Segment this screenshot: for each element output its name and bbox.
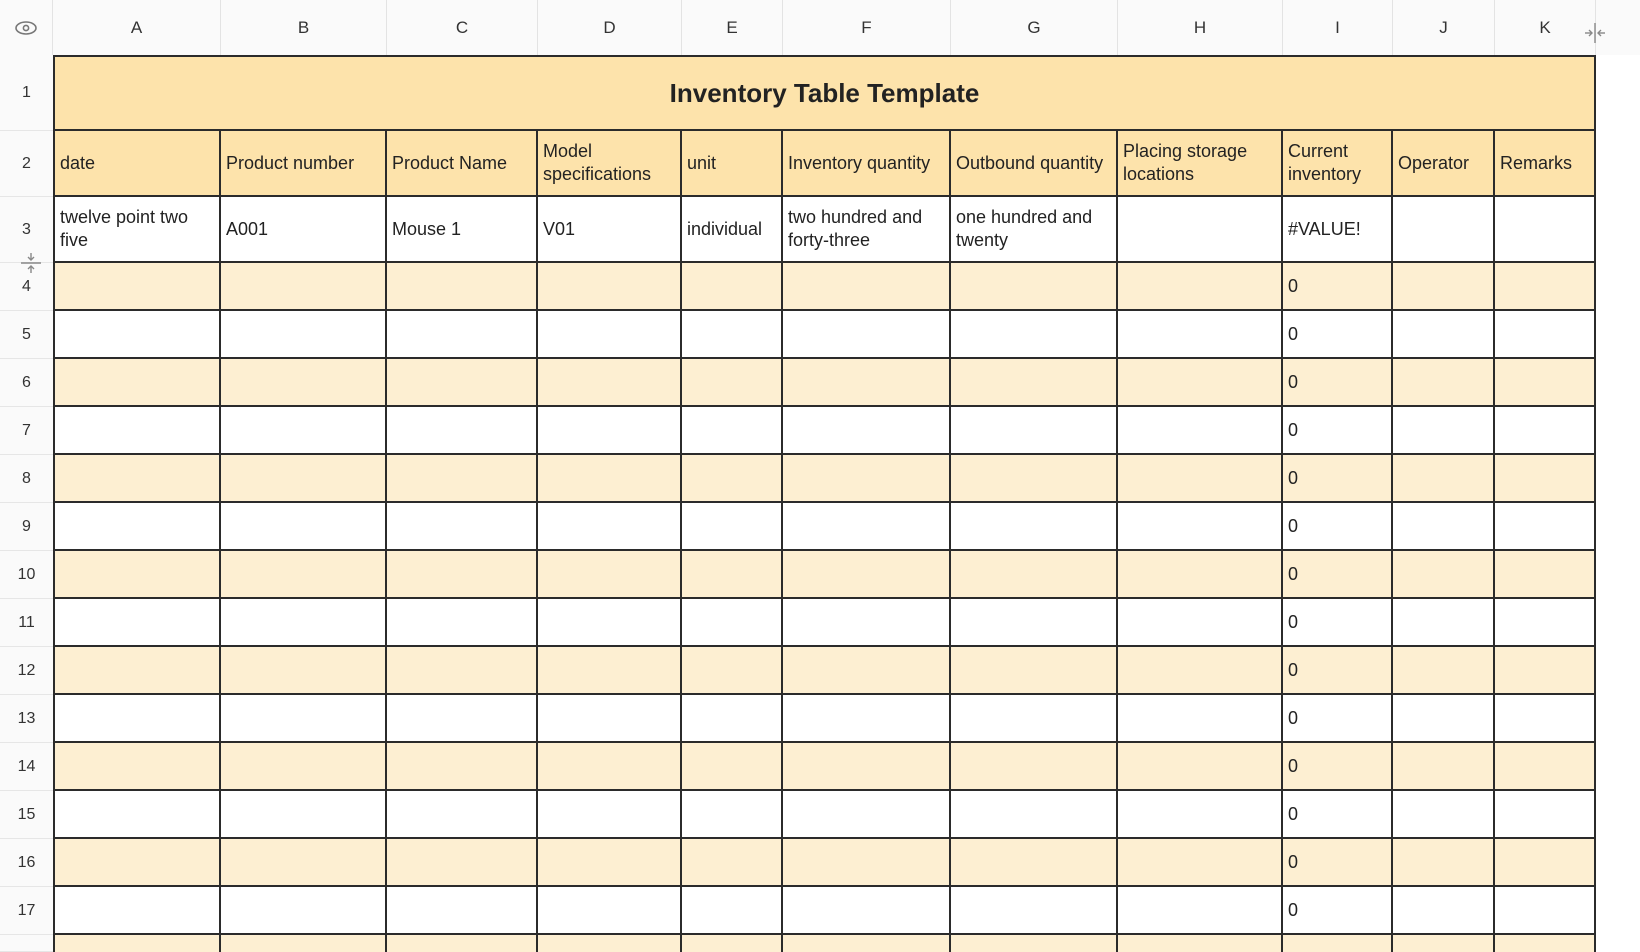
cell-c7[interactable] — [387, 407, 538, 455]
cell-j15[interactable] — [1393, 791, 1495, 839]
cell-k9[interactable] — [1495, 503, 1596, 551]
cell-f10[interactable] — [783, 551, 951, 599]
cell-h15[interactable] — [1118, 791, 1283, 839]
cell-k13[interactable] — [1495, 695, 1596, 743]
cell-k7[interactable] — [1495, 407, 1596, 455]
row-header-3[interactable]: 3 — [0, 197, 53, 263]
cell-partial-row[interactable] — [1118, 935, 1283, 952]
header-cell-j[interactable]: Operator — [1393, 131, 1495, 197]
cell-b14[interactable] — [221, 743, 387, 791]
cell-d17[interactable] — [538, 887, 682, 935]
cell-f8[interactable] — [783, 455, 951, 503]
cell-f4[interactable] — [783, 263, 951, 311]
cell-e11[interactable] — [682, 599, 783, 647]
cell-f6[interactable] — [783, 359, 951, 407]
cell-j17[interactable] — [1393, 887, 1495, 935]
header-cell-a[interactable]: date — [53, 131, 221, 197]
cell-f16[interactable] — [783, 839, 951, 887]
row-header-10[interactable]: 10 — [0, 551, 53, 599]
cell-a7[interactable] — [53, 407, 221, 455]
cell-partial-row[interactable] — [951, 935, 1118, 952]
cell-d11[interactable] — [538, 599, 682, 647]
cell-e9[interactable] — [682, 503, 783, 551]
cell-h12[interactable] — [1118, 647, 1283, 695]
cell-a9[interactable] — [53, 503, 221, 551]
cell-d15[interactable] — [538, 791, 682, 839]
cell-a13[interactable] — [53, 695, 221, 743]
cell-e10[interactable] — [682, 551, 783, 599]
cell-b11[interactable] — [221, 599, 387, 647]
cell-f17[interactable] — [783, 887, 951, 935]
cell-h5[interactable] — [1118, 311, 1283, 359]
cell-j14[interactable] — [1393, 743, 1495, 791]
row-header-17[interactable]: 17 — [0, 887, 53, 935]
cell-j4[interactable] — [1393, 263, 1495, 311]
cell-d10[interactable] — [538, 551, 682, 599]
cell-b6[interactable] — [221, 359, 387, 407]
row-header-15[interactable]: 15 — [0, 791, 53, 839]
cell-a16[interactable] — [53, 839, 221, 887]
row-header-6[interactable]: 6 — [0, 359, 53, 407]
cell-a3[interactable]: twelve point two five — [53, 197, 221, 263]
cell-g13[interactable] — [951, 695, 1118, 743]
cell-c4[interactable] — [387, 263, 538, 311]
cell-a6[interactable] — [53, 359, 221, 407]
cell-f14[interactable] — [783, 743, 951, 791]
cell-i13[interactable]: 0 — [1283, 695, 1393, 743]
cell-i9[interactable]: 0 — [1283, 503, 1393, 551]
cell-c17[interactable] — [387, 887, 538, 935]
cell-a10[interactable] — [53, 551, 221, 599]
column-header-h[interactable]: H — [1118, 0, 1283, 55]
cell-j9[interactable] — [1393, 503, 1495, 551]
column-header-d[interactable]: D — [538, 0, 682, 55]
cell-d7[interactable] — [538, 407, 682, 455]
cell-c9[interactable] — [387, 503, 538, 551]
eye-icon[interactable] — [14, 20, 38, 36]
cell-a4[interactable] — [53, 263, 221, 311]
row-header-11[interactable]: 11 — [0, 599, 53, 647]
cell-c6[interactable] — [387, 359, 538, 407]
cell-g10[interactable] — [951, 551, 1118, 599]
cell-h6[interactable] — [1118, 359, 1283, 407]
cell-e14[interactable] — [682, 743, 783, 791]
cell-k3[interactable] — [1495, 197, 1596, 263]
cell-d8[interactable] — [538, 455, 682, 503]
cell-c15[interactable] — [387, 791, 538, 839]
cell-g16[interactable] — [951, 839, 1118, 887]
cell-h11[interactable] — [1118, 599, 1283, 647]
row-header-13[interactable]: 13 — [0, 695, 53, 743]
cell-b5[interactable] — [221, 311, 387, 359]
row-header-14[interactable]: 14 — [0, 743, 53, 791]
cell-d14[interactable] — [538, 743, 682, 791]
cell-b12[interactable] — [221, 647, 387, 695]
cell-f12[interactable] — [783, 647, 951, 695]
cell-i3[interactable]: #VALUE! — [1283, 197, 1393, 263]
column-header-k[interactable]: K — [1495, 0, 1596, 55]
cell-j10[interactable] — [1393, 551, 1495, 599]
cell-j7[interactable] — [1393, 407, 1495, 455]
header-cell-g[interactable]: Outbound quantity — [951, 131, 1118, 197]
cell-h9[interactable] — [1118, 503, 1283, 551]
cell-a11[interactable] — [53, 599, 221, 647]
cell-g8[interactable] — [951, 455, 1118, 503]
cell-b9[interactable] — [221, 503, 387, 551]
cell-partial-row[interactable] — [1393, 935, 1495, 952]
cell-j8[interactable] — [1393, 455, 1495, 503]
row-header-16[interactable]: 16 — [0, 839, 53, 887]
row-header-12[interactable]: 12 — [0, 647, 53, 695]
header-cell-e[interactable]: unit — [682, 131, 783, 197]
column-header-e[interactable]: E — [682, 0, 783, 55]
header-cell-k[interactable]: Remarks — [1495, 131, 1596, 197]
header-cell-f[interactable]: Inventory quantity — [783, 131, 951, 197]
header-cell-c[interactable]: Product Name — [387, 131, 538, 197]
select-all-corner[interactable] — [0, 0, 53, 55]
cell-i17[interactable]: 0 — [1283, 887, 1393, 935]
cell-h10[interactable] — [1118, 551, 1283, 599]
column-resize-icon[interactable] — [1582, 20, 1608, 46]
cell-b13[interactable] — [221, 695, 387, 743]
cell-partial-row[interactable] — [221, 935, 387, 952]
cell-e12[interactable] — [682, 647, 783, 695]
header-cell-h[interactable]: Placing storage locations — [1118, 131, 1283, 197]
cell-i12[interactable]: 0 — [1283, 647, 1393, 695]
column-header-f[interactable]: F — [783, 0, 951, 55]
cell-d9[interactable] — [538, 503, 682, 551]
row-header-1[interactable]: 1 — [0, 55, 53, 131]
cell-e13[interactable] — [682, 695, 783, 743]
column-header-g[interactable]: G — [951, 0, 1118, 55]
cell-b7[interactable] — [221, 407, 387, 455]
cell-g4[interactable] — [951, 263, 1118, 311]
cell-k17[interactable] — [1495, 887, 1596, 935]
cell-j11[interactable] — [1393, 599, 1495, 647]
cell-partial-row[interactable] — [53, 935, 221, 952]
cell-b10[interactable] — [221, 551, 387, 599]
cell-d4[interactable] — [538, 263, 682, 311]
cell-e3[interactable]: individual — [682, 197, 783, 263]
cell-partial-row[interactable] — [682, 935, 783, 952]
cell-i15[interactable]: 0 — [1283, 791, 1393, 839]
cell-k11[interactable] — [1495, 599, 1596, 647]
cell-partial-row[interactable] — [1283, 935, 1393, 952]
cell-a14[interactable] — [53, 743, 221, 791]
cell-f3[interactable]: two hundred and forty-three — [783, 197, 951, 263]
cell-i8[interactable]: 0 — [1283, 455, 1393, 503]
cell-i10[interactable]: 0 — [1283, 551, 1393, 599]
cell-k15[interactable] — [1495, 791, 1596, 839]
cell-e7[interactable] — [682, 407, 783, 455]
cell-f15[interactable] — [783, 791, 951, 839]
cell-b4[interactable] — [221, 263, 387, 311]
cell-g12[interactable] — [951, 647, 1118, 695]
cell-h3[interactable] — [1118, 197, 1283, 263]
cell-d3[interactable]: V01 — [538, 197, 682, 263]
cell-f13[interactable] — [783, 695, 951, 743]
row-header-2[interactable]: 2 — [0, 131, 53, 197]
cell-c14[interactable] — [387, 743, 538, 791]
cell-b17[interactable] — [221, 887, 387, 935]
cell-e15[interactable] — [682, 791, 783, 839]
cell-k4[interactable] — [1495, 263, 1596, 311]
cell-j13[interactable] — [1393, 695, 1495, 743]
cell-e4[interactable] — [682, 263, 783, 311]
column-header-a[interactable]: A — [53, 0, 221, 55]
cell-h8[interactable] — [1118, 455, 1283, 503]
cell-c16[interactable] — [387, 839, 538, 887]
row-header-8[interactable]: 8 — [0, 455, 53, 503]
cell-i14[interactable]: 0 — [1283, 743, 1393, 791]
cell-g6[interactable] — [951, 359, 1118, 407]
cell-i16[interactable]: 0 — [1283, 839, 1393, 887]
cell-g7[interactable] — [951, 407, 1118, 455]
cell-i4[interactable]: 0 — [1283, 263, 1393, 311]
row-header-5[interactable]: 5 — [0, 311, 53, 359]
row-header-7[interactable]: 7 — [0, 407, 53, 455]
cell-c10[interactable] — [387, 551, 538, 599]
row-header-partial — [0, 935, 53, 952]
cell-e8[interactable] — [682, 455, 783, 503]
cell-b3[interactable]: A001 — [221, 197, 387, 263]
cell-h16[interactable] — [1118, 839, 1283, 887]
cell-c12[interactable] — [387, 647, 538, 695]
cell-e16[interactable] — [682, 839, 783, 887]
cell-d13[interactable] — [538, 695, 682, 743]
cell-b16[interactable] — [221, 839, 387, 887]
cell-f7[interactable] — [783, 407, 951, 455]
cell-a5[interactable] — [53, 311, 221, 359]
cell-partial-row[interactable] — [538, 935, 682, 952]
cell-d5[interactable] — [538, 311, 682, 359]
cell-d16[interactable] — [538, 839, 682, 887]
cell-g17[interactable] — [951, 887, 1118, 935]
cell-e17[interactable] — [682, 887, 783, 935]
cell-d6[interactable] — [538, 359, 682, 407]
cell-g9[interactable] — [951, 503, 1118, 551]
cell-e6[interactable] — [682, 359, 783, 407]
cell-j5[interactable] — [1393, 311, 1495, 359]
cell-h17[interactable] — [1118, 887, 1283, 935]
cell-g11[interactable] — [951, 599, 1118, 647]
cell-k6[interactable] — [1495, 359, 1596, 407]
cell-k16[interactable] — [1495, 839, 1596, 887]
cell-f9[interactable] — [783, 503, 951, 551]
cell-f5[interactable] — [783, 311, 951, 359]
row-header-4[interactable]: 4 — [0, 263, 53, 311]
cell-e5[interactable] — [682, 311, 783, 359]
cell-k14[interactable] — [1495, 743, 1596, 791]
cell-c8[interactable] — [387, 455, 538, 503]
cell-b8[interactable] — [221, 455, 387, 503]
cell-i11[interactable]: 0 — [1283, 599, 1393, 647]
cell-g5[interactable] — [951, 311, 1118, 359]
cell-c11[interactable] — [387, 599, 538, 647]
cell-c3[interactable]: Mouse 1 — [387, 197, 538, 263]
cell-h14[interactable] — [1118, 743, 1283, 791]
cell-partial-row[interactable] — [1495, 935, 1596, 952]
cell-k12[interactable] — [1495, 647, 1596, 695]
cell-h4[interactable] — [1118, 263, 1283, 311]
header-cell-i[interactable]: Current inventory — [1283, 131, 1393, 197]
cell-k10[interactable] — [1495, 551, 1596, 599]
table-title[interactable]: Inventory Table Template — [53, 55, 1596, 131]
cell-g15[interactable] — [951, 791, 1118, 839]
cell-g3[interactable]: one hundred and twenty — [951, 197, 1118, 263]
header-cell-d[interactable]: Model specifications — [538, 131, 682, 197]
cell-partial-row[interactable] — [783, 935, 951, 952]
cell-j6[interactable] — [1393, 359, 1495, 407]
cell-c13[interactable] — [387, 695, 538, 743]
cell-j12[interactable] — [1393, 647, 1495, 695]
cell-h7[interactable] — [1118, 407, 1283, 455]
cell-j16[interactable] — [1393, 839, 1495, 887]
cell-g14[interactable] — [951, 743, 1118, 791]
cell-f11[interactable] — [783, 599, 951, 647]
cell-d12[interactable] — [538, 647, 682, 695]
cell-a12[interactable] — [53, 647, 221, 695]
cell-k5[interactable] — [1495, 311, 1596, 359]
cell-a8[interactable] — [53, 455, 221, 503]
column-header-b[interactable]: B — [221, 0, 387, 55]
column-header-c[interactable]: C — [387, 0, 538, 55]
cell-a15[interactable] — [53, 791, 221, 839]
row-resize-icon[interactable] — [18, 250, 44, 276]
cell-j3[interactable] — [1393, 197, 1495, 263]
cell-b15[interactable] — [221, 791, 387, 839]
cell-a17[interactable] — [53, 887, 221, 935]
header-cell-b[interactable]: Product number — [221, 131, 387, 197]
row-header-9[interactable]: 9 — [0, 503, 53, 551]
cell-c5[interactable] — [387, 311, 538, 359]
column-header-j[interactable]: J — [1393, 0, 1495, 55]
cell-i7[interactable]: 0 — [1283, 407, 1393, 455]
column-header-i[interactable]: I — [1283, 0, 1393, 55]
cell-i5[interactable]: 0 — [1283, 311, 1393, 359]
cell-h13[interactable] — [1118, 695, 1283, 743]
cell-k8[interactable] — [1495, 455, 1596, 503]
cell-i6[interactable]: 0 — [1283, 359, 1393, 407]
cell-partial-row[interactable] — [387, 935, 538, 952]
